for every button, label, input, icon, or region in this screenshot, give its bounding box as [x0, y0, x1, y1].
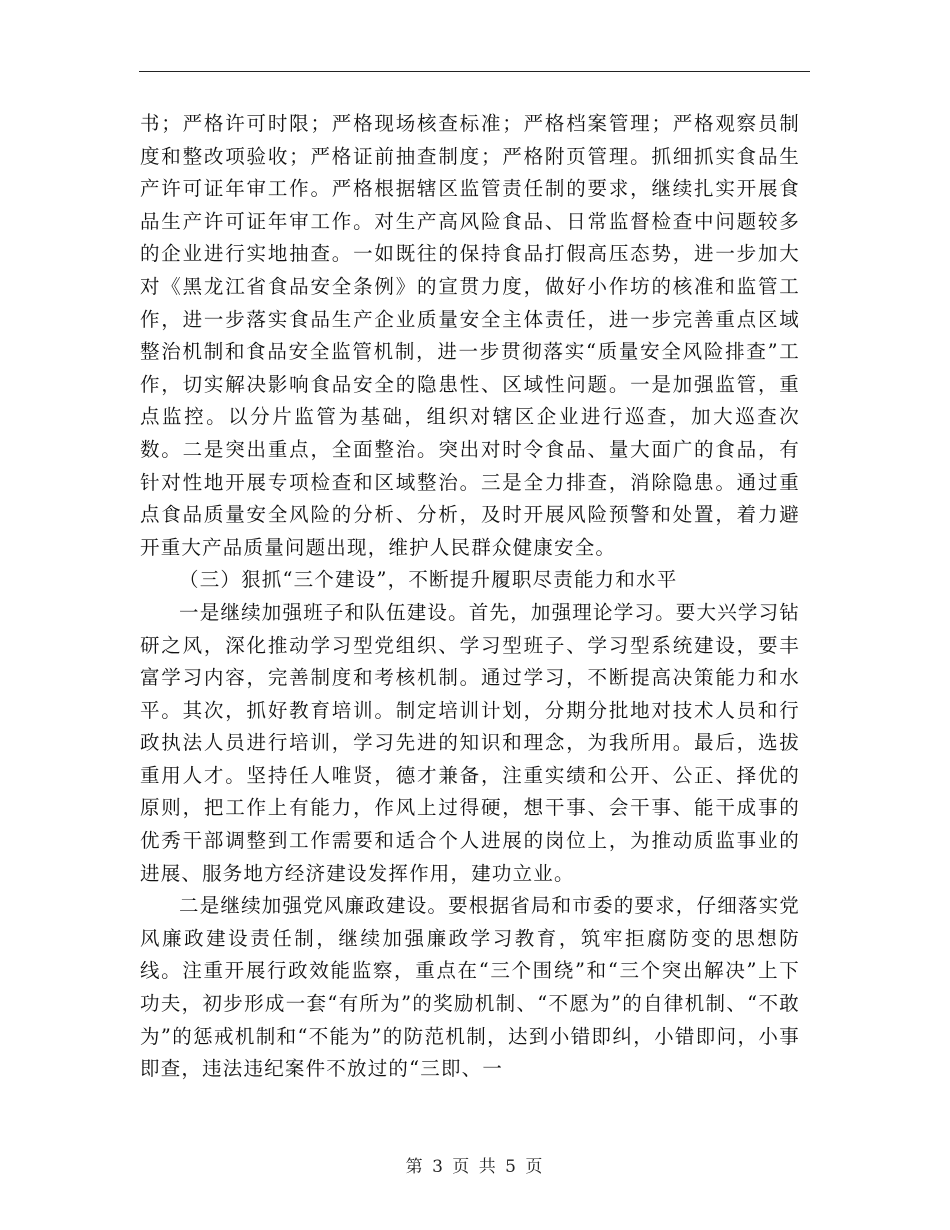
body-text [140, 108, 800, 1086]
section-heading: （三）狠抓“三个建设”，不断提升履职尽责能力和水平 [179, 568, 678, 592]
page-number-footer: 第 3 页 共 5 页 [405, 1157, 545, 1177]
paragraph-continuation: 书；严格许可时限；严格现场核查标准；严格档案管理；严格观察员制度和整改项验收；严格证前抽查制度；严格附页管理。抓细抓实食品生产许可证年审工作。严格根据辖区监管责任制的要求，继续扎实开展食品生产许可证年审工作。对生产高风险食品、日常监督检查中问题较多的企业进行实地抽查。一如既往的保持食品打假高压态势，进一步加大对《黑龙江省食品安全条例》的宣贯力度，做好小作坊的核准和监管工作，进一步落实食品生产企业质量安全主体责任，进一步完善重点区域整治机制和食品安全监管机制，进一步贯彻落实“质量安全风险排查”工作，切实解决影响食品安全的隐患性、区域性问题。一是加强监管，重点监控。以分片监管为基础，组织对辖区企业进行巡查，加大巡查次数。二是突出重点，全面整治。突出对时令食品、量大面广的食品，有针对性地开展专项检查和区域整治。三是全力排查，消除隐患。通过重点食品质量安全风险的分析、分析，及时开展风险预警和处置，着力避开重大产品质量问题出现，维护人民群众健康安全。 [140, 112, 800, 559]
paragraph-integrity-building: 二是继续加强党风廉政建设。要根据省局和市委的要求，仔细落实党风廉政建设责任制，继续加强廉政学习教育，筑牢拒腐防变的思想防线。注重开展行政效能监察，重点在“三个围绕”和“三个突出解决”上下功夫，初步形成一套“有所为”的奖励机制、“不愿为”的自律机制、“不敢为”的惩戒机制和“不能为”的防范机制，达到小错即纠，小错即问，小事即查，违法违纪案件不放过的“三即、一 [140, 894, 801, 1081]
paragraph-team-building: 一是继续加强班子和队伍建设。首先，加强理论学习。要大兴学习钻研之风，深化推动学习型党组织、学习型班子、学习型系统建设，要丰富学习内容，完善制度和考核机制。通过学习，不断提高决策能力和水平。其次，抓好教育培训。制定培训计划，分期分批地对技术人员和行政执法人员进行培训，学习先进的知识和理念，为我所用。最后，选拔重用人才。坚持任人唯贤，德才兼备，注重实绩和公开、公正、择优的原则，把工作上有能力，作风上过得硬，想干事、会干事、能干成事的优秀干部调整到工作需要和适合个人进展的岗位上，为推动质监事业的进展、服务地方经济建设发挥作用，建功立业。 [140, 600, 801, 885]
header-rule [139, 71, 810, 72]
